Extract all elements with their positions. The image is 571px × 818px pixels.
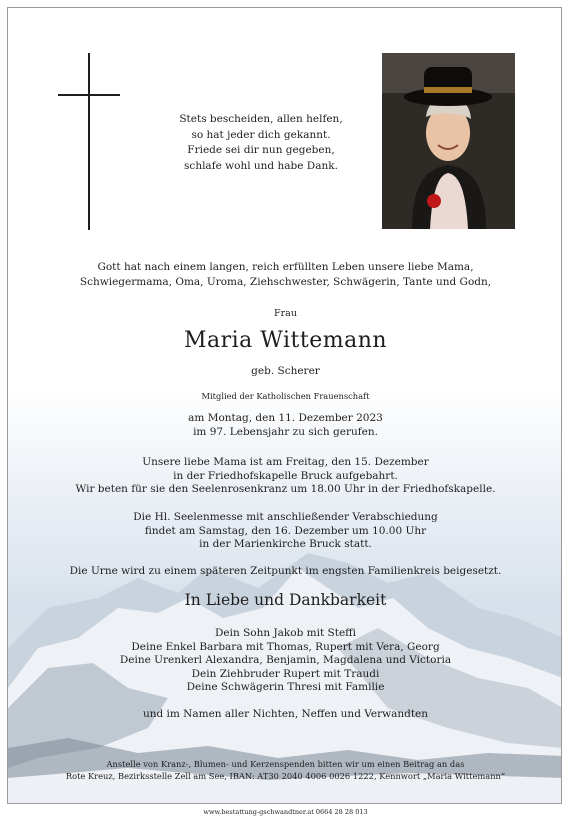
intro-line: Schwiegermama, Oma, Uroma, Ziehschwester, Schwägerin, Tante und Godn, — [79, 276, 492, 288]
viewing-line: in der Friedhofskapelle Bruck aufgebahrt. — [173, 469, 398, 482]
death-notice — [8, 412, 562, 439]
footer-contact: www.bestattung-gschwandtner.at 0664 28 28 013 — [203, 808, 368, 816]
salutation: Frau — [274, 308, 297, 319]
poem-line: Stets bescheiden, allen helfen, — [179, 113, 343, 125]
deceased-name: Maria Wittemann — [183, 328, 388, 353]
urn-notice: Die Urne wird zu einem späteren Zeitpunkt im engsten Familienkreis beigesetzt. — [69, 565, 502, 577]
family-member: Dein Ziehbruder Rupert mit Traudi — [191, 667, 380, 680]
poem-line: so hat jeder dich gekannt. — [191, 128, 331, 141]
cross-icon-vertical — [88, 53, 90, 230]
relatives-text: und im Namen aller Nichten, Neffen und Verwandten — [142, 708, 429, 720]
family-member: Deine Enkel Barbara mit Thomas, Rupert mit Vera, Georg — [131, 640, 440, 653]
family-member: Dein Sohn Jakob mit Steffi — [215, 627, 356, 639]
parte-card — [7, 7, 562, 804]
donation-line: Rote Kreuz, Bezirksstelle Zell am See, IBAN: AT30 2040 4006 0026 1222, Kennwort „Maria Wittemann“ — [65, 771, 506, 781]
viewing-line: Wir beten für sie den Seelenrosenkranz um 18.00 Uhr in der Friedhofskapelle. — [75, 483, 496, 495]
memorial-poem — [156, 112, 366, 174]
intro-text — [8, 260, 562, 290]
mass-line: in der Marienkirche Bruck statt. — [199, 538, 372, 550]
family-member: Deine Urenkerl Alexandra, Benjamin, Magdalena und Victoria — [119, 654, 452, 666]
poem-line: Friede sei dir nun gegeben, — [187, 144, 335, 156]
portrait-photo — [382, 53, 515, 229]
death-line: am Montag, den 11. Dezember 2023 — [188, 412, 383, 424]
donation-line: Anstelle von Kranz-, Blumen- und Kerzenspenden bitten wir um einen Beitrag an das — [106, 759, 465, 769]
cross-icon-horizontal — [58, 94, 120, 96]
maiden-name: geb. Scherer — [251, 365, 320, 377]
intro-line: Gott hat nach einem langen, reich erfüllten Leben unsere liebe Mama, — [97, 261, 474, 273]
mass-notice — [8, 511, 562, 552]
family-member: Deine Schwägerin Thresi mit Familie — [186, 681, 385, 693]
death-line: im 97. Lebensjahr zu sich gerufen. — [193, 425, 378, 438]
poem-line: schlafe wohl und habe Dank. — [184, 159, 338, 172]
viewing-notice — [8, 456, 562, 497]
donation-note — [8, 758, 562, 782]
family-list — [8, 627, 562, 695]
mass-line: findet am Samstag, den 16. Dezember um 10.00 Uhr — [144, 524, 427, 537]
closing-phrase: In Liebe und Dankbarkeit — [184, 591, 387, 609]
mass-line: Die Hl. Seelenmesse mit anschließender Verabschiedung — [133, 511, 438, 523]
viewing-line: Unsere liebe Mama ist am Freitag, den 15. Dezember — [142, 456, 429, 468]
membership-text: Mitglied der Katholischen Frauenschaft — [201, 391, 370, 401]
